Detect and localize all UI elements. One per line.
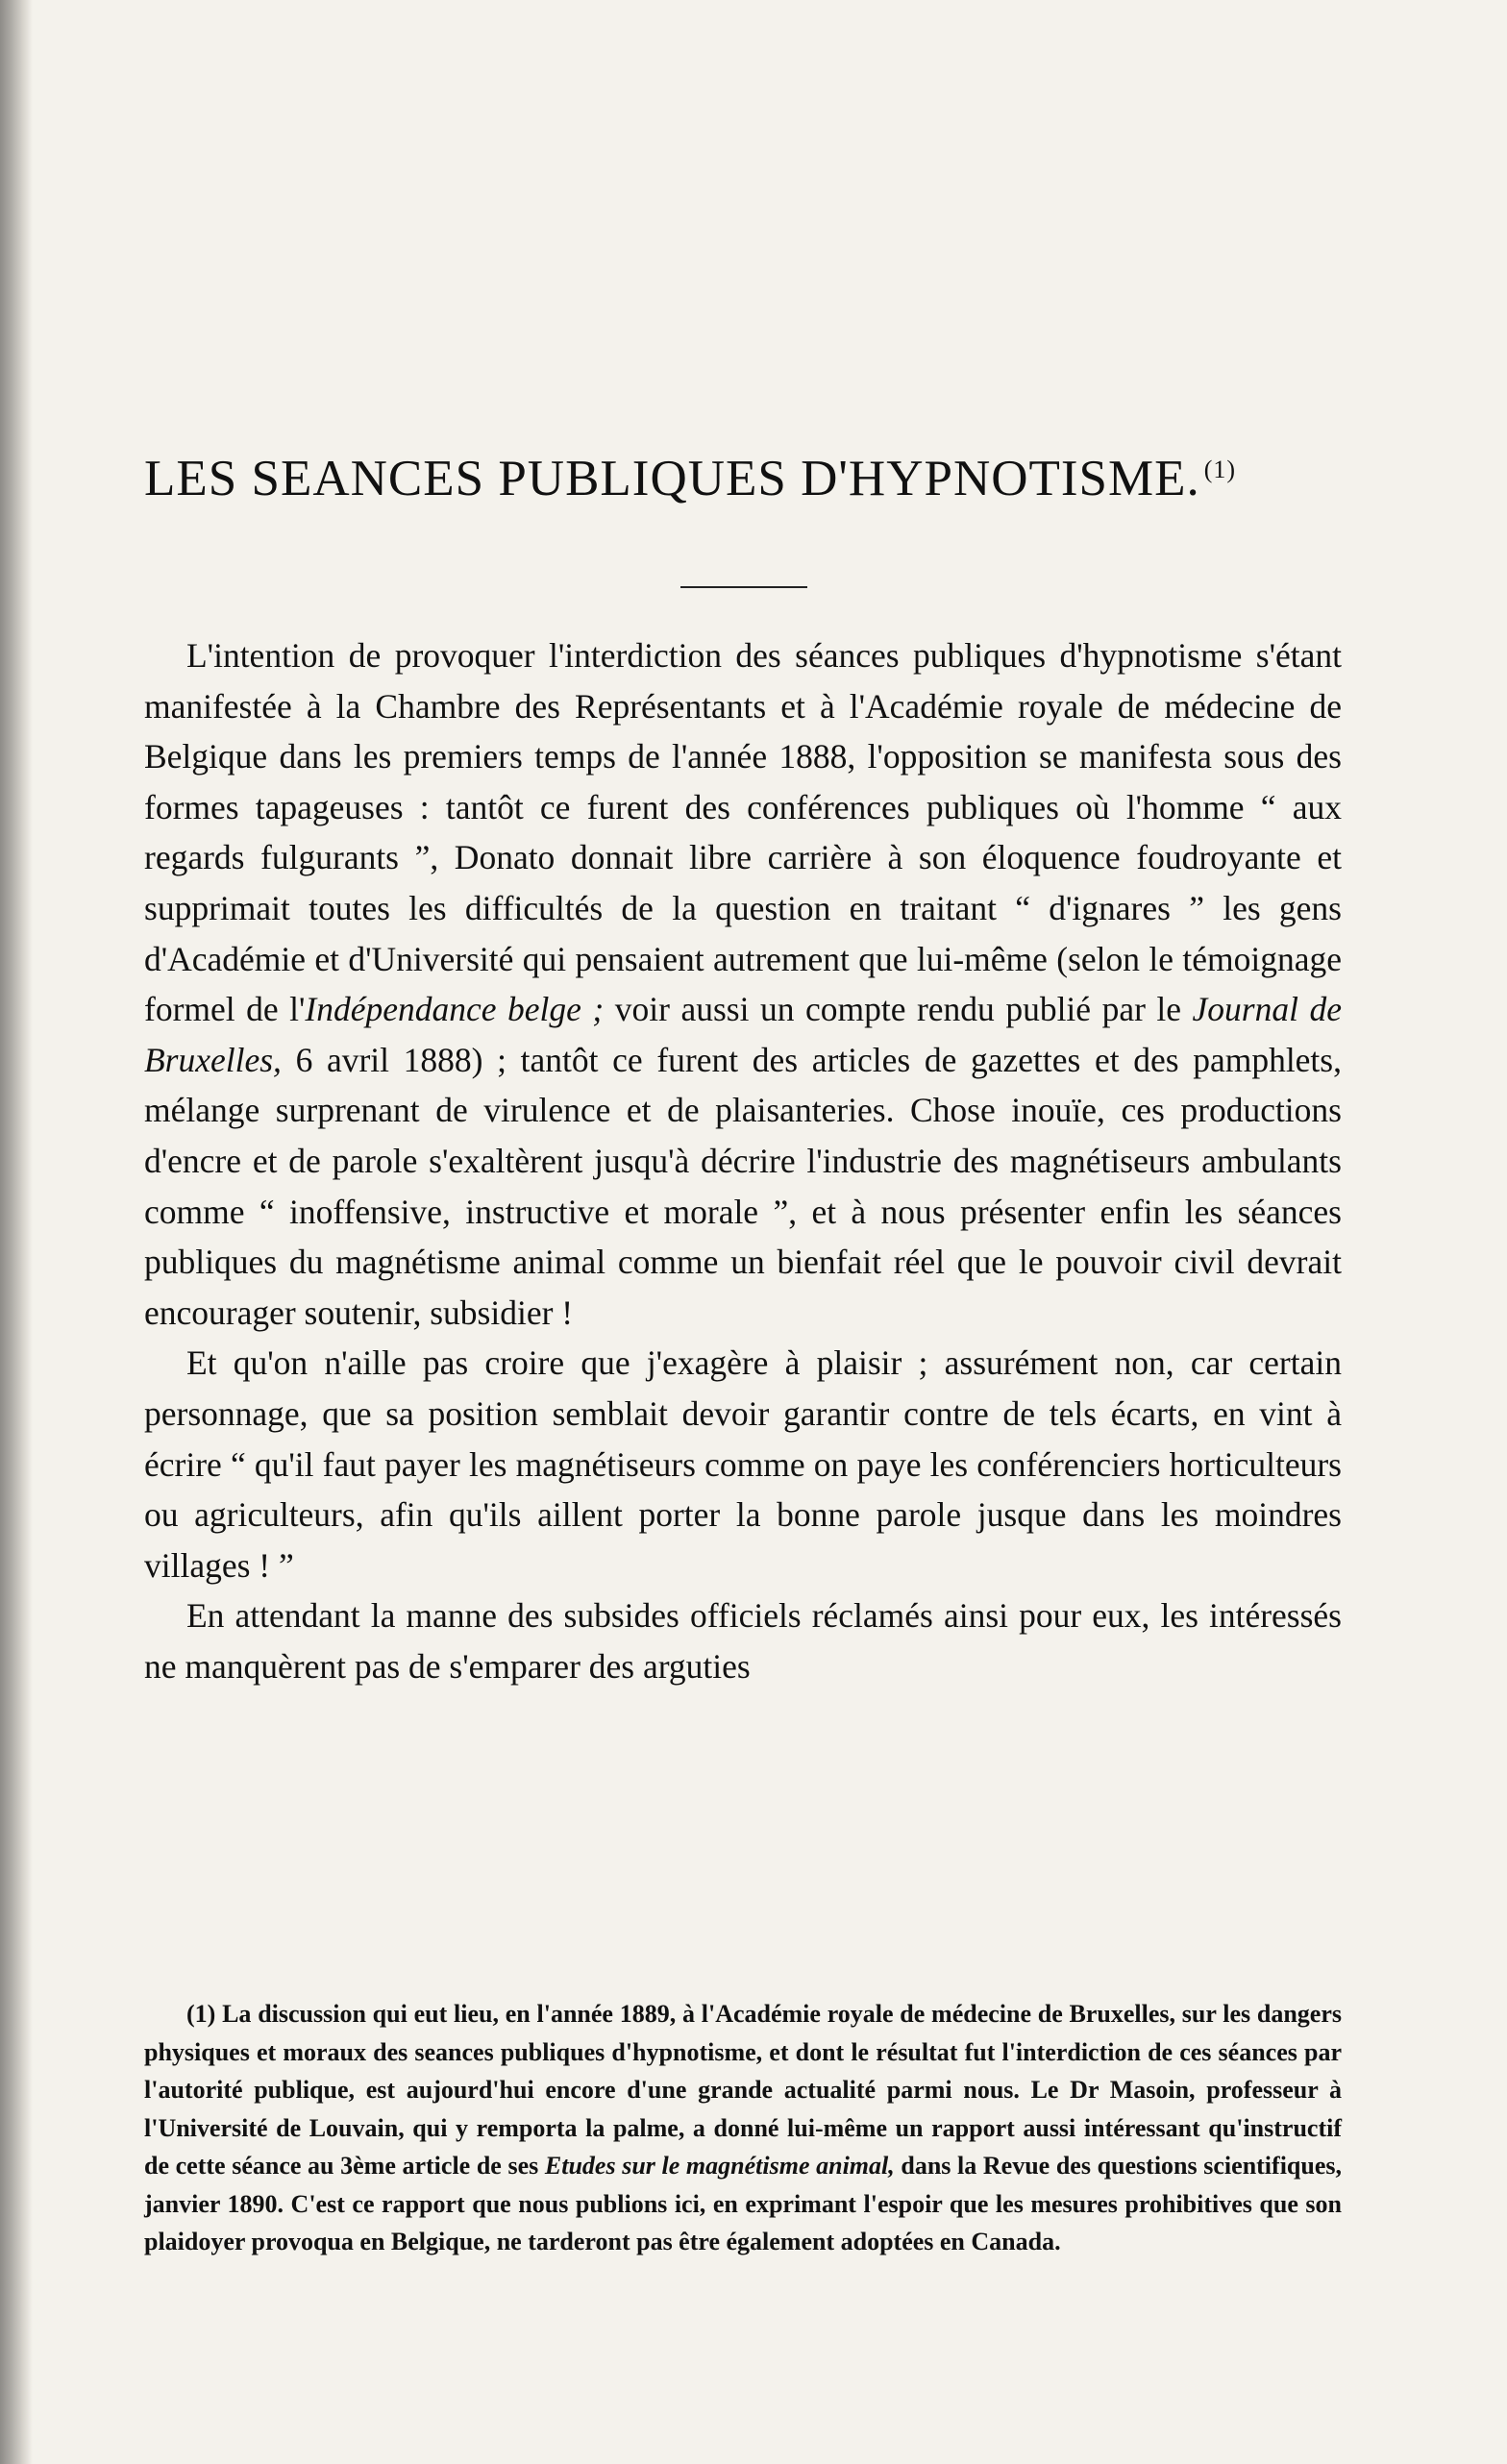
footnote-paragraph: [144, 1995, 1342, 2261]
paragraph-2: Et qu'on n'aille pas croire que j'exagère à plaisir ; assurément non, car certain personnage, que sa position semblait devoir garantir contre de tels écarts, en vint à écrire “ qu'il faut payer les magnétiseurs comme on paye les conférenciers horticulteurs ou agriculteurs, afin qu'ils aillent porter la bonne parole jusque dans les moindres villages ! ”: [144, 1343, 1342, 1585]
paragraph-1-part-1: L'intention de provoquer l'interdiction des séances publiques d'hypnotisme s'étant manifestée à la Chambre des Représentants et à l'Académie royale de médecine de Belgique dans les premiers temps de l'année 1888, l'opposition se manifesta sous des formes tapageuses : tantôt ce furent des conférences publiques où l'homme “ aux regards fulgurants ”, Donato donnait libre carrière à son éloquence foudroyante et supprimait toutes les difficultés de la question en traitant “ d'ignares ” les gens d'Académie et d'Université qui pensaient autrement que lui-même (selon le témoignage formel de l': [144, 636, 1342, 1029]
book-spine-shadow: [0, 0, 33, 2464]
footnote: [144, 1995, 1342, 2261]
title-text: LES SEANCES PUBLIQUES D'HYPNOTISME.: [144, 451, 1200, 506]
title-rule: [680, 586, 807, 588]
paragraph-1-part-3: 6 avril 1888) ; tantôt ce furent des articles de gazettes et des pamphlets, mélange surprenant de virulence et de plaisanteries. Chose inouïe, ces productions d'encre et de parole s'exaltèrent jusqu'à décrire l'industrie des magnétiseurs ambulants comme “ inoffensive, instructive et morale ”, et à nous présenter enfin les séances publiques du magnétisme animal comme un bienfait réel que le pouvoir civil devrait encourager soutenir, subsidier !: [144, 1040, 1342, 1332]
footnote-part-2: dans la Revue des questions scientifiques, janvier 1890. C'est ce rapport que nous publions ici, en exprimant l'espoir que les mesures prohibitives que son plaidoyer provoqua en Belgique, ne tarderont pas être également adoptées en Canada.: [144, 2152, 1342, 2255]
body-text: [144, 630, 1342, 1691]
paragraph-1-part-2: voir aussi un compte rendu publié par le: [604, 990, 1193, 1029]
newspaper-title-independance: Indépendance belge ;: [305, 990, 605, 1029]
paragraph-1: [144, 630, 1342, 1338]
page-title: [144, 450, 1394, 507]
paragraph-3: En attendant la manne des subsides officiels réclamés ainsi pour eux, les intéressés ne manquèrent pas de s'emparer des arguties: [144, 1596, 1342, 1686]
title-footnote-marker: (1): [1203, 456, 1237, 483]
footnote-cited-work: Etudes sur le magnétisme animal,: [544, 2152, 895, 2180]
newspaper-title-journal: Journal de Bruxelles,: [144, 990, 1342, 1079]
footnote-part-1: (1) La discussion qui eut lieu, en l'année 1889, à l'Académie royale de médecine de Bruxelles, sur les dangers physiques et moraux des seances publiques d'hypnotisme, et dont le résultat fut l'interdiction de ces séances par l'autorité publique, est aujourd'hui encore d'une grande actualité parmi nous. Le Dr Masoin, professeur à l'Université de Louvain, qui y remporta la palme, a donné lui-même un rapport aussi intéressant qu'instructif de cette séance au 3ème article de ses: [144, 2000, 1342, 2180]
